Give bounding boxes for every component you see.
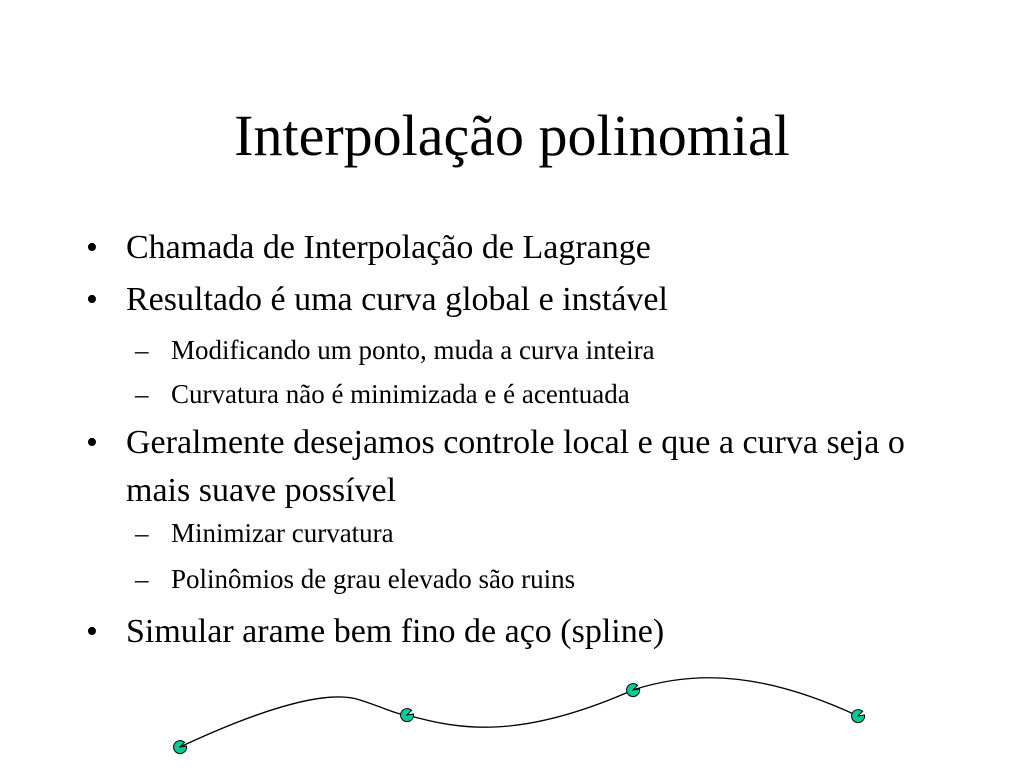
sub-bullet-item [135,561,975,597]
sub-bullet-text: Curvatura não é minimizada e é acentuada [171,379,630,409]
bullet-text: Resultado é uma curva global e instável [126,281,668,318]
bullet-marker: • [86,613,98,650]
control-point-icon [401,709,414,722]
sub-bullet-item [135,332,975,368]
sub-bullet-text: Polinômios de grau elevado são ruins [171,564,576,594]
bullet-item [86,608,966,656]
control-point-icon [627,684,640,697]
bullet-marker: • [86,229,98,266]
bullet-text: Geralmente desejamos controle local e que a curva seja o mais suave possível [126,424,905,509]
sub-bullet-marker: – [135,564,149,594]
sub-bullet-text: Minimizar curvatura [171,518,394,548]
control-point-icon [174,741,187,754]
sub-bullet-marker: – [135,335,149,365]
bullet-text: Chamada de Interpolação de Lagrange [126,229,651,266]
bullet-item [86,276,966,324]
control-point-icon [852,710,865,723]
slide-title: Interpolação polinomial [234,103,790,168]
bullet-item [86,224,966,272]
sub-bullet-marker: – [135,518,149,548]
sub-bullet-text: Modificando um ponto, muda a curva inteira [171,335,655,365]
sub-bullet-item [135,376,975,412]
bullet-text: Simular arame bem fino de aço (spline) [126,613,665,650]
sub-bullet-marker: – [135,379,149,409]
spline-curve [180,678,858,747]
bullet-item [86,419,966,515]
bullet-marker: • [86,424,98,461]
sub-bullet-item [135,515,975,551]
bullet-marker: • [86,281,98,318]
